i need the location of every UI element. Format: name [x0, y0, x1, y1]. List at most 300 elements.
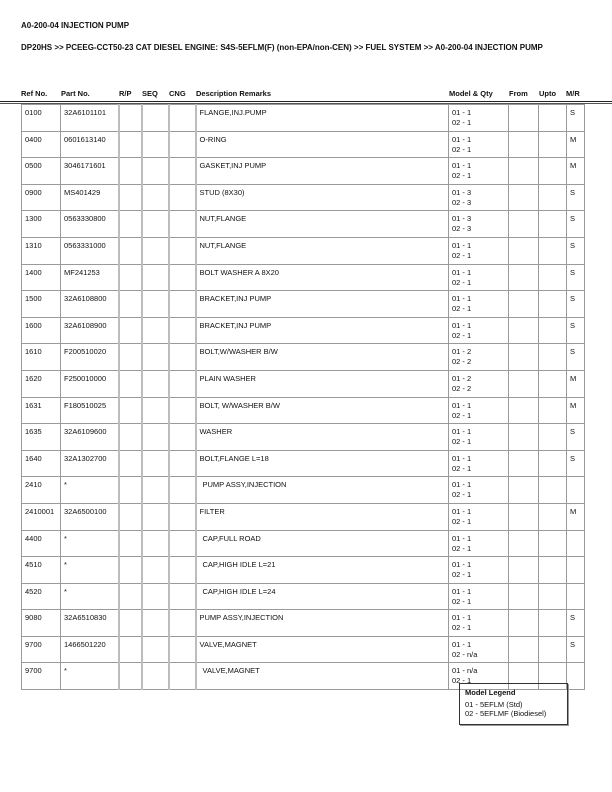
seq-cell	[142, 158, 169, 185]
from-cell	[509, 477, 539, 504]
model-qty-cell	[449, 105, 509, 132]
model-qty-line: 01 - 1	[452, 453, 472, 463]
description-text: CAP,HIGH IDLE L=21	[202, 560, 276, 570]
cng-cell	[169, 636, 196, 663]
table-row	[22, 291, 585, 318]
seq-cell	[142, 211, 169, 238]
description-cell	[196, 397, 449, 424]
seq-cell	[142, 344, 169, 371]
upto-cell	[539, 557, 567, 584]
mr-cell: S	[567, 317, 585, 344]
upto-cell	[539, 158, 567, 185]
ref-cell: 0100	[22, 105, 61, 132]
mr-cell: M	[567, 131, 585, 158]
from-cell	[509, 450, 539, 477]
description-text: BOLT WASHER A 8X20	[199, 267, 279, 277]
seq-cell	[142, 317, 169, 344]
part-number-cell: 0563330800	[61, 211, 119, 238]
description-text: WASHER	[199, 427, 233, 437]
mr-cell: M	[567, 158, 585, 185]
from-cell	[509, 557, 539, 584]
table-row	[22, 158, 585, 185]
model-qty-line: 01 - 1	[452, 506, 472, 516]
part-number-cell: 32A6510830	[61, 610, 119, 637]
rp-cell	[119, 424, 142, 451]
seq-cell	[142, 291, 169, 318]
model-qty-cell	[449, 636, 509, 663]
model-qty-cell	[449, 397, 509, 424]
part-number-cell: *	[61, 477, 119, 504]
model-qty-cell	[449, 264, 509, 291]
description-cell	[196, 291, 449, 318]
column-header-desc: Description Remarks	[196, 89, 272, 98]
description-cell	[196, 424, 449, 451]
model-qty-line: 02 - 1	[452, 437, 472, 447]
description-text: BOLT,FLANGE L=18	[199, 453, 269, 463]
description-text: STUD (8X30)	[199, 187, 245, 197]
table-row	[22, 503, 585, 530]
model-qty-line: 01 - 1	[452, 108, 472, 117]
description-text: BRACKET,INJ PUMP	[199, 320, 272, 330]
part-number-cell: 0563331000	[61, 237, 119, 264]
cng-cell	[169, 424, 196, 451]
part-number-cell: 32A6108800	[61, 291, 119, 318]
model-qty-line: 01 - 2	[452, 373, 472, 383]
ref-cell: 0900	[22, 184, 61, 211]
model-qty-line: 02 - n/a	[452, 649, 478, 659]
table-row	[22, 530, 585, 557]
model-qty-cell	[449, 211, 509, 238]
description-text: NUT,FLANGE	[199, 214, 247, 224]
description-text: BOLT, W/WASHER B/W	[199, 400, 280, 410]
from-cell	[509, 424, 539, 451]
part-number-cell: *	[61, 583, 119, 610]
model-qty-line: 02 - 1	[452, 410, 472, 420]
from-cell	[509, 530, 539, 557]
model-qty-line: 02 - 1	[452, 330, 472, 340]
model-qty-line: 01 - 1	[452, 320, 472, 330]
rp-cell	[119, 105, 142, 132]
table-row	[22, 317, 585, 344]
rp-cell	[119, 450, 142, 477]
upto-cell	[539, 131, 567, 158]
model-qty-cell	[449, 317, 509, 344]
mr-cell	[567, 663, 585, 690]
ref-cell: 1620	[22, 370, 61, 397]
model-qty-line: 02 - 3	[452, 197, 472, 207]
column-header-upto: Upto	[539, 89, 557, 98]
mr-cell: S	[567, 610, 585, 637]
cng-cell	[169, 344, 196, 371]
upto-cell	[539, 583, 567, 610]
from-cell	[509, 264, 539, 291]
rp-cell	[119, 211, 142, 238]
description-text: BOLT,W/WASHER B/W	[199, 347, 278, 357]
mr-cell	[567, 557, 585, 584]
description-text: GASKET,INJ PUMP	[199, 161, 267, 171]
mr-cell: S	[567, 264, 585, 291]
part-number-cell: 1466501220	[61, 636, 119, 663]
description-cell	[196, 344, 449, 371]
ref-cell: 9080	[22, 610, 61, 637]
part-number-cell: 32A6101101	[61, 105, 119, 132]
model-qty-line: 01 - 1	[452, 267, 472, 277]
upto-cell	[539, 184, 567, 211]
model-qty-cell	[449, 131, 509, 158]
model-qty-line: 02 - 1	[452, 118, 472, 127]
from-cell	[509, 370, 539, 397]
table-row	[22, 211, 585, 238]
cng-cell	[169, 237, 196, 264]
legend-title: Model Legend	[465, 688, 516, 697]
table-row	[22, 131, 585, 158]
model-qty-line: 01 - 1	[452, 427, 472, 437]
model-qty-cell	[449, 583, 509, 610]
seq-cell	[142, 397, 169, 424]
part-number-cell: *	[61, 557, 119, 584]
column-header-cng: CNG	[169, 89, 186, 98]
mr-cell: S	[567, 424, 585, 451]
model-qty-line: 02 - 1	[452, 490, 472, 500]
mr-cell	[567, 583, 585, 610]
seq-cell	[142, 264, 169, 291]
model-qty-line: 02 - 2	[452, 357, 472, 367]
mr-cell: S	[567, 450, 585, 477]
column-header-ref: Ref No.	[21, 89, 48, 98]
ref-cell: 1635	[22, 424, 61, 451]
description-text: VALVE,MAGNET	[202, 666, 260, 676]
upto-cell	[539, 291, 567, 318]
part-number-cell: MF241253	[61, 264, 119, 291]
ref-cell: 4400	[22, 530, 61, 557]
model-qty-line: 01 - 3	[452, 214, 472, 224]
rp-cell	[119, 397, 142, 424]
description-cell	[196, 477, 449, 504]
cng-cell	[169, 450, 196, 477]
upto-cell	[539, 503, 567, 530]
model-qty-line: 02 - 1	[452, 676, 472, 686]
model-legend	[459, 683, 568, 725]
description-cell	[196, 663, 449, 690]
mr-cell	[567, 530, 585, 557]
description-text: PLAIN WASHER	[199, 373, 256, 383]
ref-cell: 2410001	[22, 503, 61, 530]
part-number-cell: F200510020	[61, 344, 119, 371]
model-qty-line: 02 - 1	[452, 277, 472, 287]
description-text: O-RING	[199, 134, 227, 144]
from-cell	[509, 184, 539, 211]
part-number-cell: 32A6109600	[61, 424, 119, 451]
rp-cell	[119, 344, 142, 371]
ref-cell: 1610	[22, 344, 61, 371]
ref-cell: 0500	[22, 158, 61, 185]
legend-item: 02 - 5EFLMF (Biodiesel)	[465, 709, 547, 718]
ref-cell: 9700	[22, 636, 61, 663]
cng-cell	[169, 477, 196, 504]
model-qty-line: 02 - 1	[452, 171, 472, 181]
description-text: CAP,FULL ROAD	[202, 533, 261, 543]
description-text: PUMP ASSY,INJECTION	[199, 613, 284, 623]
page-title: A0-200-04 INJECTION PUMP	[21, 21, 130, 30]
seq-cell	[142, 424, 169, 451]
cng-cell	[169, 583, 196, 610]
mr-cell: M	[567, 370, 585, 397]
cng-cell	[169, 557, 196, 584]
description-cell	[196, 583, 449, 610]
ref-cell: 1631	[22, 397, 61, 424]
mr-cell: S	[567, 105, 585, 132]
rp-cell	[119, 477, 142, 504]
upto-cell	[539, 397, 567, 424]
cng-cell	[169, 184, 196, 211]
model-qty-cell	[449, 477, 509, 504]
description-cell	[196, 237, 449, 264]
model-qty-cell	[449, 237, 509, 264]
description-text: NUT,FLANGE	[199, 240, 247, 250]
description-cell	[196, 530, 449, 557]
from-cell	[509, 397, 539, 424]
description-cell	[196, 557, 449, 584]
cng-cell	[169, 264, 196, 291]
from-cell	[509, 211, 539, 238]
upto-cell	[539, 264, 567, 291]
model-qty-line: 01 - 1	[452, 639, 472, 649]
seq-cell	[142, 477, 169, 504]
model-qty-line: 01 - 1	[452, 560, 472, 570]
column-header-model: Model & Qty	[449, 89, 493, 98]
description-text: CAP,HIGH IDLE L=24	[202, 586, 276, 596]
model-qty-line: 02 - 1	[452, 304, 472, 314]
ref-cell: 4510	[22, 557, 61, 584]
part-number-cell: 32A6108900	[61, 317, 119, 344]
rp-cell	[119, 264, 142, 291]
from-cell	[509, 237, 539, 264]
ref-cell: 4520	[22, 583, 61, 610]
ref-cell: 1310	[22, 237, 61, 264]
cng-cell	[169, 131, 196, 158]
table-row	[22, 583, 585, 610]
seq-cell	[142, 610, 169, 637]
model-qty-cell	[449, 158, 509, 185]
upto-cell	[539, 317, 567, 344]
from-cell	[509, 610, 539, 637]
model-qty-cell	[449, 344, 509, 371]
ref-cell: 9700	[22, 663, 61, 690]
description-cell	[196, 184, 449, 211]
part-number-cell: *	[61, 663, 119, 690]
rp-cell	[119, 663, 142, 690]
model-qty-cell	[449, 450, 509, 477]
table-row	[22, 450, 585, 477]
from-cell	[509, 503, 539, 530]
part-number-cell: F250010000	[61, 370, 119, 397]
model-qty-cell	[449, 291, 509, 318]
part-number-cell: 32A6500100	[61, 503, 119, 530]
cng-cell	[169, 158, 196, 185]
rp-cell	[119, 557, 142, 584]
seq-cell	[142, 503, 169, 530]
column-header-from: From	[509, 89, 528, 98]
model-qty-cell	[449, 370, 509, 397]
upto-cell	[539, 211, 567, 238]
cng-cell	[169, 530, 196, 557]
column-header-mr: M/R	[566, 89, 580, 98]
model-qty-line: 01 - n/a	[452, 666, 478, 676]
model-qty-line: 02 - 1	[452, 543, 472, 553]
column-header-rp: R/P	[119, 89, 132, 98]
table-row	[22, 610, 585, 637]
description-cell	[196, 610, 449, 637]
table-row	[22, 184, 585, 211]
part-number-cell: F180510025	[61, 397, 119, 424]
cng-cell	[169, 397, 196, 424]
mr-cell: S	[567, 237, 585, 264]
mr-cell: S	[567, 211, 585, 238]
model-qty-line: 01 - 1	[452, 400, 472, 410]
description-cell	[196, 131, 449, 158]
cng-cell	[169, 503, 196, 530]
seq-cell	[142, 636, 169, 663]
from-cell	[509, 131, 539, 158]
model-qty-cell	[449, 610, 509, 637]
table-row	[22, 264, 585, 291]
from-cell	[509, 317, 539, 344]
description-text: VALVE,MAGNET	[199, 639, 257, 649]
rp-cell	[119, 291, 142, 318]
cng-cell	[169, 370, 196, 397]
seq-cell	[142, 583, 169, 610]
rp-cell	[119, 583, 142, 610]
table-row	[22, 370, 585, 397]
model-qty-line: 01 - 3	[452, 187, 472, 197]
description-cell	[196, 317, 449, 344]
seq-cell	[142, 557, 169, 584]
description-cell	[196, 105, 449, 132]
model-qty-line: 02 - 2	[452, 383, 472, 393]
table-row	[22, 424, 585, 451]
model-qty-cell	[449, 530, 509, 557]
cng-cell	[169, 317, 196, 344]
part-number-cell: 32A1302700	[61, 450, 119, 477]
ref-cell: 1640	[22, 450, 61, 477]
model-qty-line: 02 - 3	[452, 224, 472, 234]
ref-cell: 2410	[22, 477, 61, 504]
description-cell	[196, 636, 449, 663]
description-text: FLANGE,INJ.PUMP	[199, 108, 267, 117]
breadcrumb: DP20HS >> PCEEG-CCT50-23 CAT DIESEL ENGINE: S4S-5EFLM(F) (non-EPA/non-CEN) >> FUEL SYSTEM >> A0-200-04 INJECTION PUMP	[21, 43, 543, 52]
mr-cell	[567, 477, 585, 504]
from-cell	[509, 636, 539, 663]
upto-cell	[539, 370, 567, 397]
seq-cell	[142, 370, 169, 397]
ref-cell: 1400	[22, 264, 61, 291]
model-qty-cell	[449, 184, 509, 211]
rp-cell	[119, 503, 142, 530]
model-qty-line: 01 - 1	[452, 613, 472, 623]
table-row	[22, 105, 585, 132]
model-qty-cell	[449, 503, 509, 530]
ref-cell: 1600	[22, 317, 61, 344]
description-cell	[196, 370, 449, 397]
upto-cell	[539, 450, 567, 477]
mr-cell: M	[567, 397, 585, 424]
model-qty-line: 02 - 1	[452, 463, 472, 473]
description-cell	[196, 503, 449, 530]
model-qty-line: 02 - 1	[452, 144, 472, 154]
table-row	[22, 397, 585, 424]
rp-cell	[119, 530, 142, 557]
upto-cell	[539, 610, 567, 637]
description-text: PUMP ASSY,INJECTION	[202, 480, 287, 490]
from-cell	[509, 291, 539, 318]
model-qty-line: 01 - 1	[452, 586, 472, 596]
rp-cell	[119, 636, 142, 663]
column-header-part: Part No.	[61, 89, 90, 98]
ref-cell: 0400	[22, 131, 61, 158]
mr-cell: S	[567, 636, 585, 663]
description-cell	[196, 211, 449, 238]
upto-cell	[539, 530, 567, 557]
mr-cell: M	[567, 503, 585, 530]
column-header-seq: SEQ	[142, 89, 158, 98]
model-qty-line: 02 - 1	[452, 516, 472, 526]
rp-cell	[119, 370, 142, 397]
rp-cell	[119, 131, 142, 158]
part-number-cell: 0601613140	[61, 131, 119, 158]
model-qty-cell	[449, 424, 509, 451]
table-row	[22, 344, 585, 371]
upto-cell	[539, 344, 567, 371]
from-cell	[509, 583, 539, 610]
description-cell	[196, 450, 449, 477]
cng-cell	[169, 663, 196, 690]
cng-cell	[169, 211, 196, 238]
mr-cell: S	[567, 184, 585, 211]
model-qty-line: 01 - 1	[452, 533, 472, 543]
cng-cell	[169, 610, 196, 637]
description-cell	[196, 264, 449, 291]
model-qty-line: 01 - 1	[452, 240, 472, 250]
table-row	[22, 557, 585, 584]
description-text: FILTER	[199, 506, 225, 516]
cng-cell	[169, 291, 196, 318]
seq-cell	[142, 105, 169, 132]
from-cell	[509, 158, 539, 185]
model-qty-line: 01 - 1	[452, 161, 472, 171]
model-qty-line: 02 - 1	[452, 570, 472, 580]
description-text: BRACKET,INJ PUMP	[199, 294, 272, 304]
model-qty-line: 02 - 1	[452, 596, 472, 606]
part-number-cell: MS401429	[61, 184, 119, 211]
seq-cell	[142, 237, 169, 264]
mr-cell: S	[567, 291, 585, 318]
table-row	[22, 477, 585, 504]
upto-cell	[539, 424, 567, 451]
model-qty-line: 02 - 1	[452, 250, 472, 260]
seq-cell	[142, 184, 169, 211]
model-qty-line: 01 - 1	[452, 294, 472, 304]
seq-cell	[142, 663, 169, 690]
legend-item: 01 - 5EFLM (Std)	[465, 700, 523, 709]
model-qty-cell	[449, 557, 509, 584]
from-cell	[509, 344, 539, 371]
model-qty-line: 02 - 1	[452, 623, 472, 633]
mr-cell: S	[567, 344, 585, 371]
rp-cell	[119, 184, 142, 211]
seq-cell	[142, 131, 169, 158]
table-row	[22, 636, 585, 663]
description-cell	[196, 158, 449, 185]
